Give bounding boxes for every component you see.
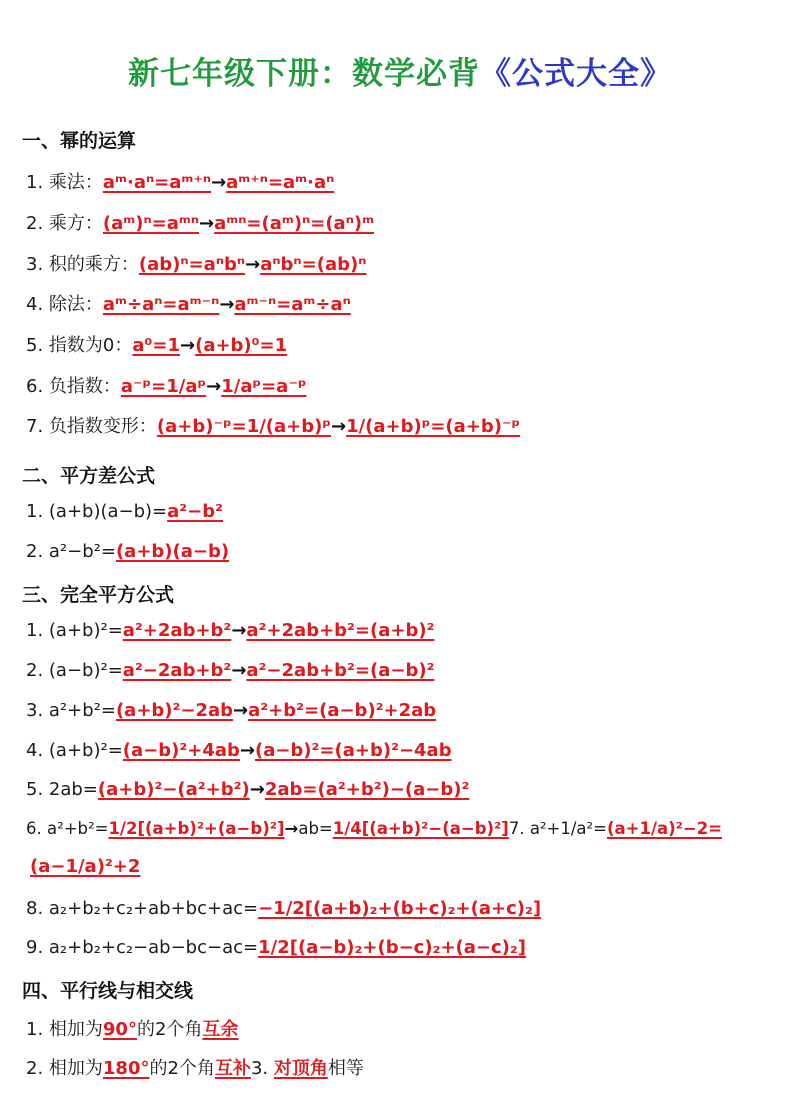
item-prefix: 1. 相加为 <box>26 1019 103 1040</box>
section-heading-perfect-square: 三、完全平方公式 <box>22 584 175 606</box>
answer: aᵐ⁻ⁿ=aᵐ÷aⁿ <box>234 294 351 315</box>
answer: aⁿbⁿ=(ab)ⁿ <box>260 254 367 275</box>
list-item <box>26 1015 238 1041</box>
list-item <box>26 620 434 641</box>
answer: (a+b)²−(a²+b²) <box>97 779 250 800</box>
item-prefix: 1. (a+b)²= <box>26 620 123 641</box>
answer: (a−b)²=(a+b)²−4ab <box>254 740 452 761</box>
item-mid: 的2个角 <box>136 1019 203 1040</box>
list-item <box>26 250 366 276</box>
answer: 1/(a+b)ᵖ=(a+b)⁻ᵖ <box>346 416 521 437</box>
arrow: → <box>180 335 196 356</box>
list-item <box>26 412 520 438</box>
item-mid: 3. <box>250 1058 274 1079</box>
answer: (ab)ⁿ=aⁿbⁿ <box>138 254 246 275</box>
arrow: → <box>231 660 247 681</box>
answer: a²+2ab+b²=(a+b)² <box>246 620 435 641</box>
answer: (a+b)(a−b) <box>115 541 230 562</box>
answer: 180° <box>102 1058 150 1079</box>
answer: 互余 <box>202 1019 239 1040</box>
item-mid: 7. a²+1/a²= <box>508 819 607 838</box>
answer: a²−b² <box>167 501 224 522</box>
answer: (a−1/a)²+2 <box>30 856 141 877</box>
arrow: → <box>249 779 265 800</box>
item-prefix: 7. 负指数变形： <box>26 416 157 437</box>
item-prefix: 4. 除法： <box>26 294 103 315</box>
answer: 1/2[(a−b)₂+(b−c)₂+(a−c)₂] <box>258 937 526 958</box>
list-item <box>26 290 351 316</box>
arrow: → <box>233 700 249 721</box>
title-subject: 数学必背 <box>352 56 480 92</box>
item-prefix: 1. 乘法： <box>26 172 103 193</box>
arrow: → <box>206 376 222 397</box>
answer: aᵐ·aⁿ=aᵐ⁺ⁿ <box>102 172 212 193</box>
title-grade: 新七年级下册： <box>128 56 352 92</box>
item-prefix: 2. a²−b²= <box>26 541 116 562</box>
answer: a⁻ᵖ=1/aᵖ <box>120 376 207 397</box>
answer: (aᵐ)ⁿ=aᵐⁿ <box>102 213 200 234</box>
list-item <box>26 700 436 721</box>
answer: (a+b)²−2ab <box>115 700 234 721</box>
answer: 1/2[(a+b)²+(a−b)²] <box>108 819 285 838</box>
arrow: → <box>199 213 215 234</box>
section-heading-powers: 一、幂的运算 <box>22 130 137 152</box>
item-prefix: 5. 指数为0： <box>26 335 133 356</box>
answer: (a−b)²+4ab <box>122 740 240 761</box>
list-item <box>26 168 334 194</box>
answer: a²−2ab+b²=(a−b)² <box>246 660 435 681</box>
list-item <box>26 937 526 958</box>
answer: 对顶角 <box>273 1058 328 1079</box>
section-heading-parallel-lines: 四、平行线与相交线 <box>22 980 194 1002</box>
answer: (a+b)⁰=1 <box>195 335 288 356</box>
arrow: → <box>284 819 299 838</box>
item-prefix: 4. (a+b)²= <box>26 740 123 761</box>
answer: 90° <box>102 1019 137 1040</box>
item-prefix: 2. 相加为 <box>26 1058 103 1079</box>
answer: aᵐ÷aⁿ=aᵐ⁻ⁿ <box>102 294 220 315</box>
list-item <box>26 209 374 235</box>
list-item <box>26 740 452 761</box>
item-mid: ab= <box>298 819 333 838</box>
list-item <box>26 819 722 838</box>
item-prefix: 8. a₂+b₂+c₂+ab+bc+ac= <box>26 898 259 919</box>
answer: aᵐⁿ=(aᵐ)ⁿ=(aⁿ)ᵐ <box>214 213 375 234</box>
list-item <box>26 898 541 919</box>
answer: a²+b²=(a−b)²+2ab <box>248 700 437 721</box>
answer: (a+1/a)²−2= <box>606 819 723 838</box>
arrow: → <box>231 620 247 641</box>
item-mid: 的2个角 <box>149 1058 215 1079</box>
list-item <box>26 660 434 681</box>
arrow: → <box>245 254 261 275</box>
item-prefix: 5. 2ab= <box>26 779 98 800</box>
item-prefix: 6. 负指数： <box>26 376 121 397</box>
item-prefix: 1. (a+b)(a−b)= <box>26 501 168 522</box>
item-suffix: 相等 <box>327 1058 364 1079</box>
answer: a²−2ab+b² <box>122 660 232 681</box>
answer: a⁰=1 <box>132 335 180 356</box>
answer: (a+b)⁻ᵖ=1/(a+b)ᵖ <box>156 416 331 437</box>
section-heading-difference-of-squares: 二、平方差公式 <box>22 465 156 487</box>
list-item <box>26 331 287 357</box>
list-item-continuation <box>30 856 140 877</box>
answer: 互补 <box>214 1058 251 1079</box>
page-title <box>0 48 800 93</box>
list-item <box>26 501 223 522</box>
list-item <box>26 1054 364 1080</box>
item-prefix: 9. a₂+b₂+c₂−ab−bc−ac= <box>26 937 259 958</box>
title-book: 《公式大全》 <box>480 56 672 92</box>
item-prefix: 2. 乘方： <box>26 213 103 234</box>
arrow: → <box>330 416 347 437</box>
item-prefix: 3. 积的乘方： <box>26 254 139 275</box>
answer: 2ab=(a²+b²)−(a−b)² <box>264 779 470 800</box>
item-prefix: 6. a²+b²= <box>26 819 109 838</box>
answer: a²+2ab+b² <box>122 620 232 641</box>
answer: 1/aᵖ=a⁻ᵖ <box>221 376 307 397</box>
arrow: → <box>239 740 255 761</box>
list-item <box>26 372 306 398</box>
item-prefix: 3. a²+b²= <box>26 700 116 721</box>
list-item <box>26 779 469 800</box>
arrow: → <box>211 172 227 193</box>
answer: −1/2[(a+b)₂+(b+c)₂+(a+c)₂] <box>258 898 542 919</box>
item-prefix: 2. (a−b)²= <box>26 660 123 681</box>
answer: aᵐ⁺ⁿ=aᵐ·aⁿ <box>226 172 335 193</box>
answer: 1/4[(a+b)²−(a−b)²] <box>332 819 509 838</box>
arrow: → <box>219 294 235 315</box>
list-item <box>26 541 229 562</box>
